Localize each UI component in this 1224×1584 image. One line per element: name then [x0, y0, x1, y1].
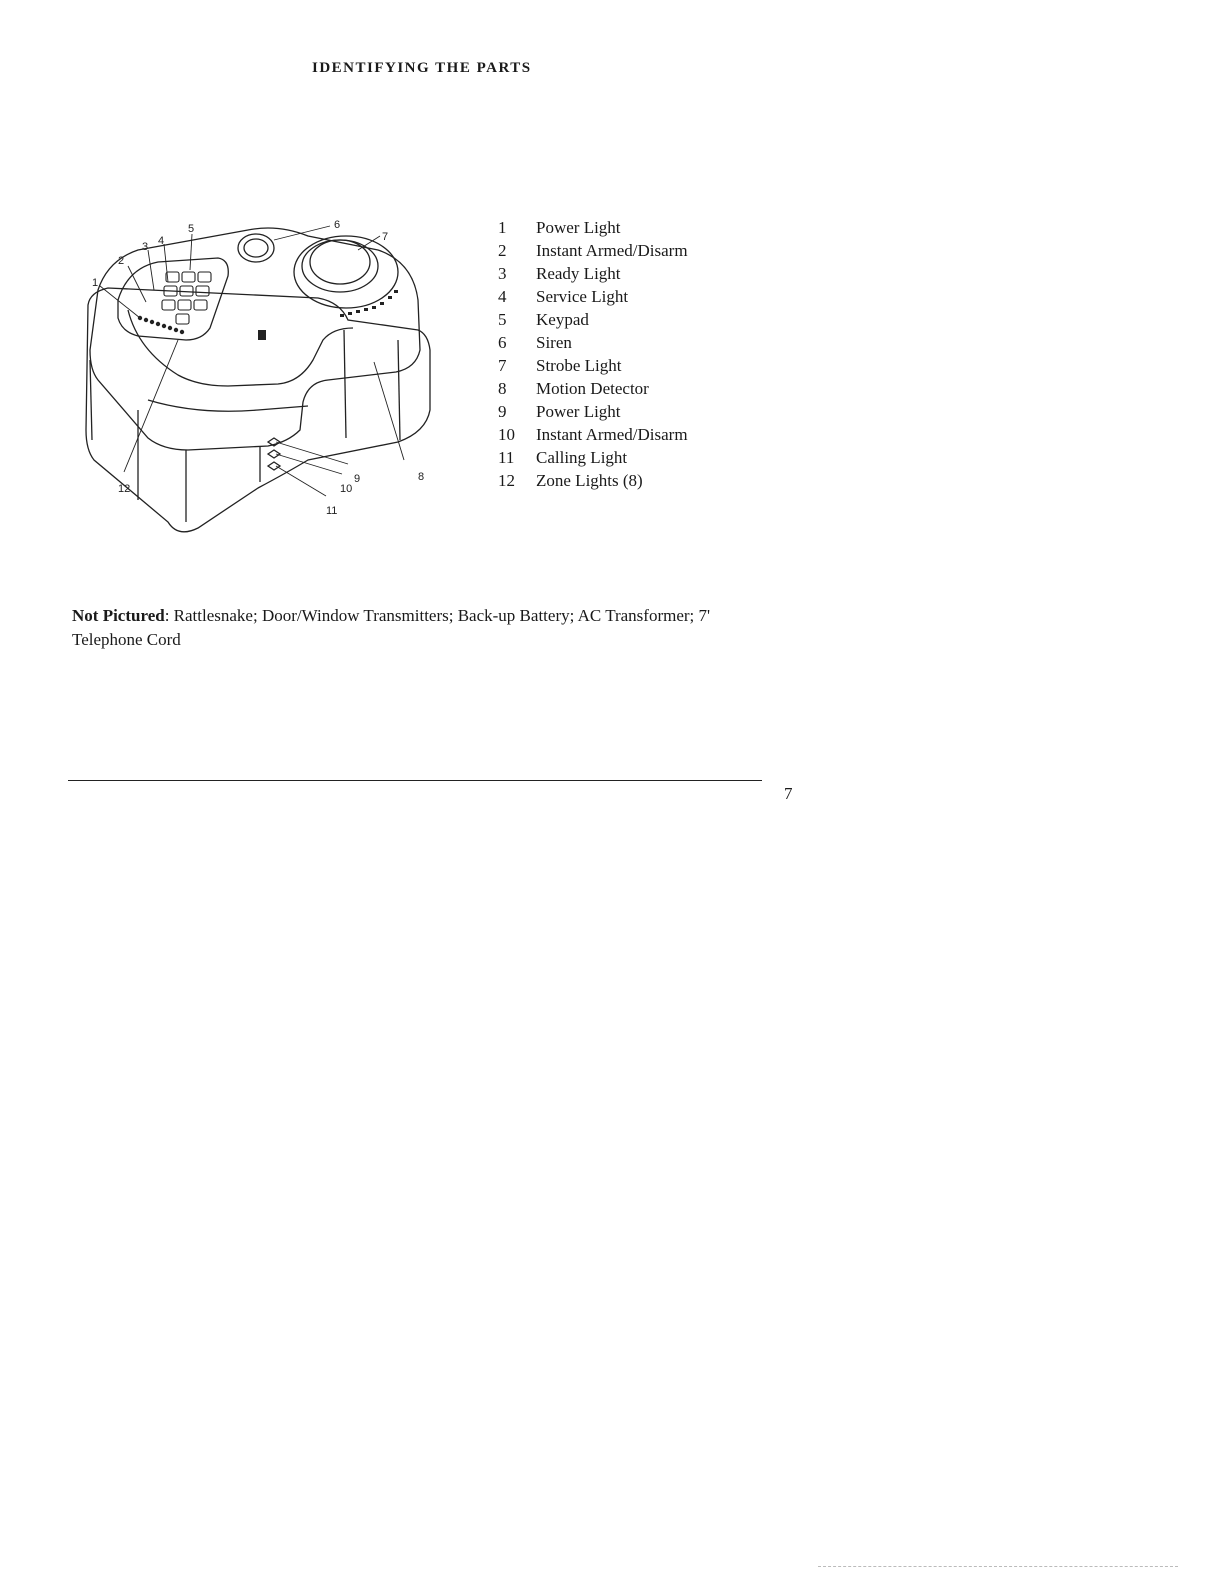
part-item — [498, 446, 818, 469]
part-number: 11 — [498, 448, 515, 467]
part-number: 3 — [498, 264, 507, 283]
part-number: 2 — [498, 241, 507, 260]
part-number: 10 — [498, 425, 515, 444]
scan-artifact-line — [818, 1566, 1178, 1567]
part-item — [498, 377, 818, 400]
part-number: 9 — [498, 402, 507, 421]
part-label: Ready Light — [536, 264, 621, 283]
part-number: 8 — [498, 379, 507, 398]
callout-10: 10 — [340, 483, 353, 495]
part-label: Strobe Light — [536, 356, 622, 375]
callout-9: 9 — [354, 473, 361, 485]
part-label: Power Light — [536, 402, 621, 421]
part-label: Motion Detector — [536, 379, 649, 398]
part-number: 5 — [498, 310, 507, 329]
part-label: Power Light — [536, 218, 621, 237]
callout-6: 6 — [334, 219, 341, 231]
parts-list — [498, 216, 818, 492]
part-item — [498, 469, 818, 492]
callout-11: 11 — [326, 505, 338, 517]
not-pictured-label: Not Pictured — [72, 606, 165, 625]
callout-8: 8 — [418, 471, 425, 483]
footer-rule — [68, 780, 762, 781]
part-item — [498, 308, 818, 331]
part-label: Siren — [536, 333, 572, 352]
not-pictured-text: : Rattlesnake; Door/Window Transmitters; Back-up Battery; AC Transformer; 7' Telephone Cord — [72, 606, 711, 649]
part-label: Service Light — [536, 287, 629, 306]
part-label: Calling Light — [536, 448, 628, 467]
part-item — [498, 239, 818, 262]
part-number: 6 — [498, 333, 507, 352]
part-item — [498, 216, 818, 239]
part-item — [498, 331, 818, 354]
callout-4: 4 — [158, 235, 165, 247]
part-number: 4 — [498, 287, 507, 306]
part-item — [498, 262, 818, 285]
part-number: 1 — [498, 218, 507, 237]
page-number: 7 — [784, 784, 793, 803]
part-item — [498, 354, 818, 377]
device-illustration — [78, 210, 458, 540]
not-pictured-note — [72, 604, 712, 652]
part-label: Instant Armed/Disarm — [536, 241, 688, 260]
part-item — [498, 400, 818, 423]
part-number: 12 — [498, 471, 515, 490]
part-item — [498, 423, 818, 446]
part-number: 7 — [498, 356, 507, 375]
callout-3: 3 — [142, 241, 149, 253]
part-label: Keypad — [536, 310, 589, 329]
part-item — [498, 285, 818, 308]
device-diagram — [78, 210, 458, 540]
callout-7: 7 — [382, 231, 389, 243]
page-heading: IDENTIFYING THE PARTS — [312, 60, 532, 76]
callout-12: 12 — [118, 483, 131, 495]
part-label: Zone Lights (8) — [536, 471, 643, 490]
part-label: Instant Armed/Disarm — [536, 425, 688, 444]
callout-1: 1 — [92, 277, 99, 289]
callout-2: 2 — [118, 255, 125, 267]
callout-5: 5 — [188, 223, 195, 235]
